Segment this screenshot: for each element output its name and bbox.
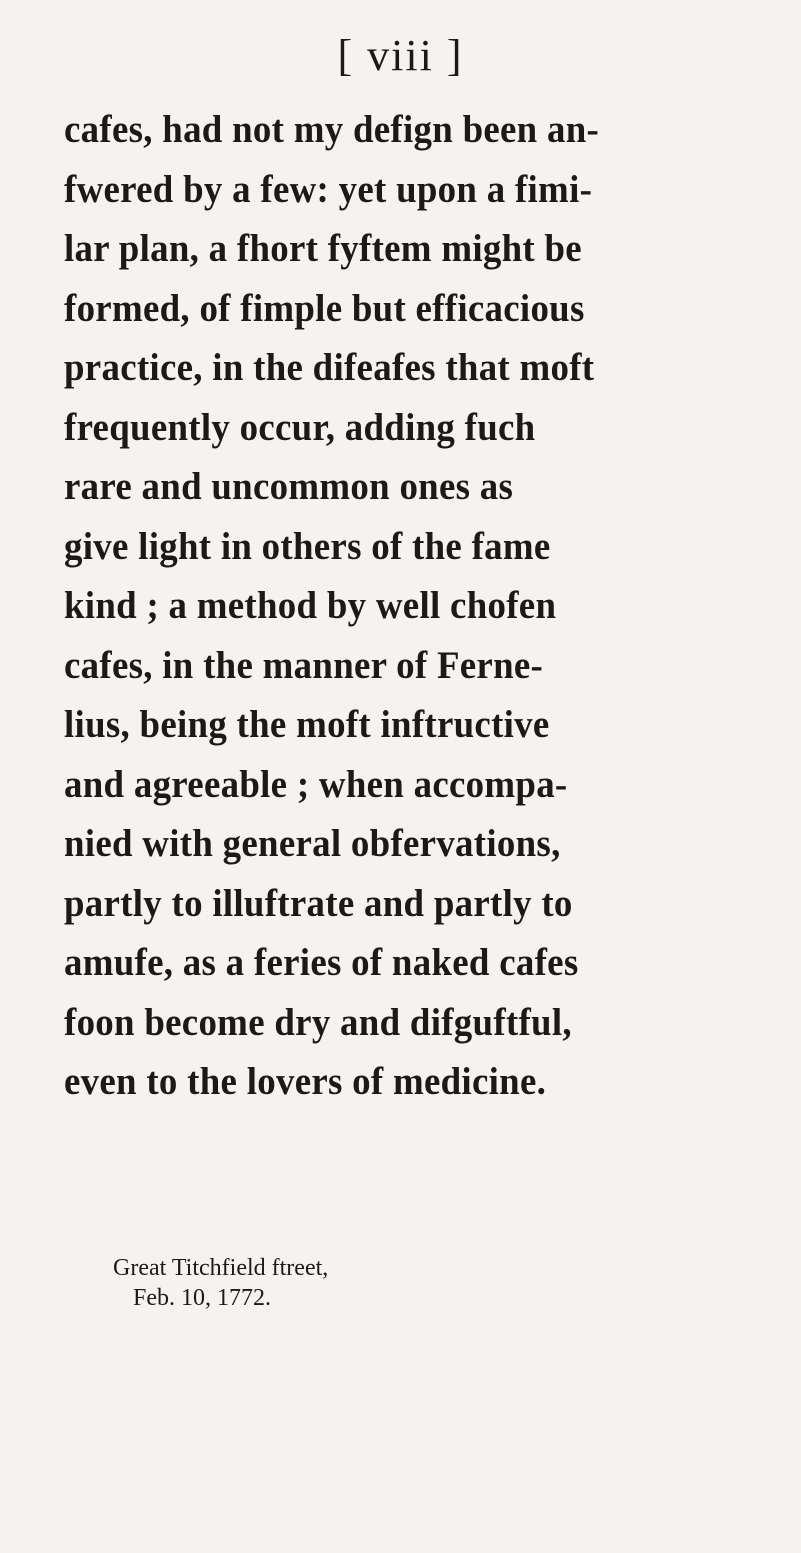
signoff-place: Great Titchfield ftreet, [113,1255,329,1281]
text-line: frequently occur, adding fuch [64,405,536,449]
text-line: partly to illuftrate and partly to [64,881,573,925]
text-line: give light in others of the fame [64,524,551,568]
text-line: nied with general obfervations, [64,822,561,865]
signoff-date: Feb. 10, 1772. [133,1285,271,1311]
text-line: and agreeable ; when accompa- [64,762,568,806]
text-line: foon become dry and difguftful, [64,1000,572,1044]
text-line: fwered by a few: yet upon a fimi- [64,167,593,211]
body-text [64,100,801,1112]
text-line: even to the lovers of medicine. [64,1060,547,1103]
text-line: cafes, had not my defign been an- [64,108,600,151]
text-line: cafes, in the manner of Ferne- [64,643,544,687]
text-line: formed, of fimple but efficacious [64,286,585,330]
text-line: practice, in the difeafes that moft [64,346,595,389]
text-line: lius, being the moft inftructive [64,703,550,746]
text-line: lar plan, a fhort fyftem might be [64,227,582,270]
text-line: amufe, as a feries of naked cafes [64,941,579,984]
text-line: rare and uncommon ones as [64,465,514,508]
text-line: kind ; a method by well chofen [64,584,557,627]
page-number-header: [ viii ] [337,31,464,80]
signoff [113,1253,328,1313]
